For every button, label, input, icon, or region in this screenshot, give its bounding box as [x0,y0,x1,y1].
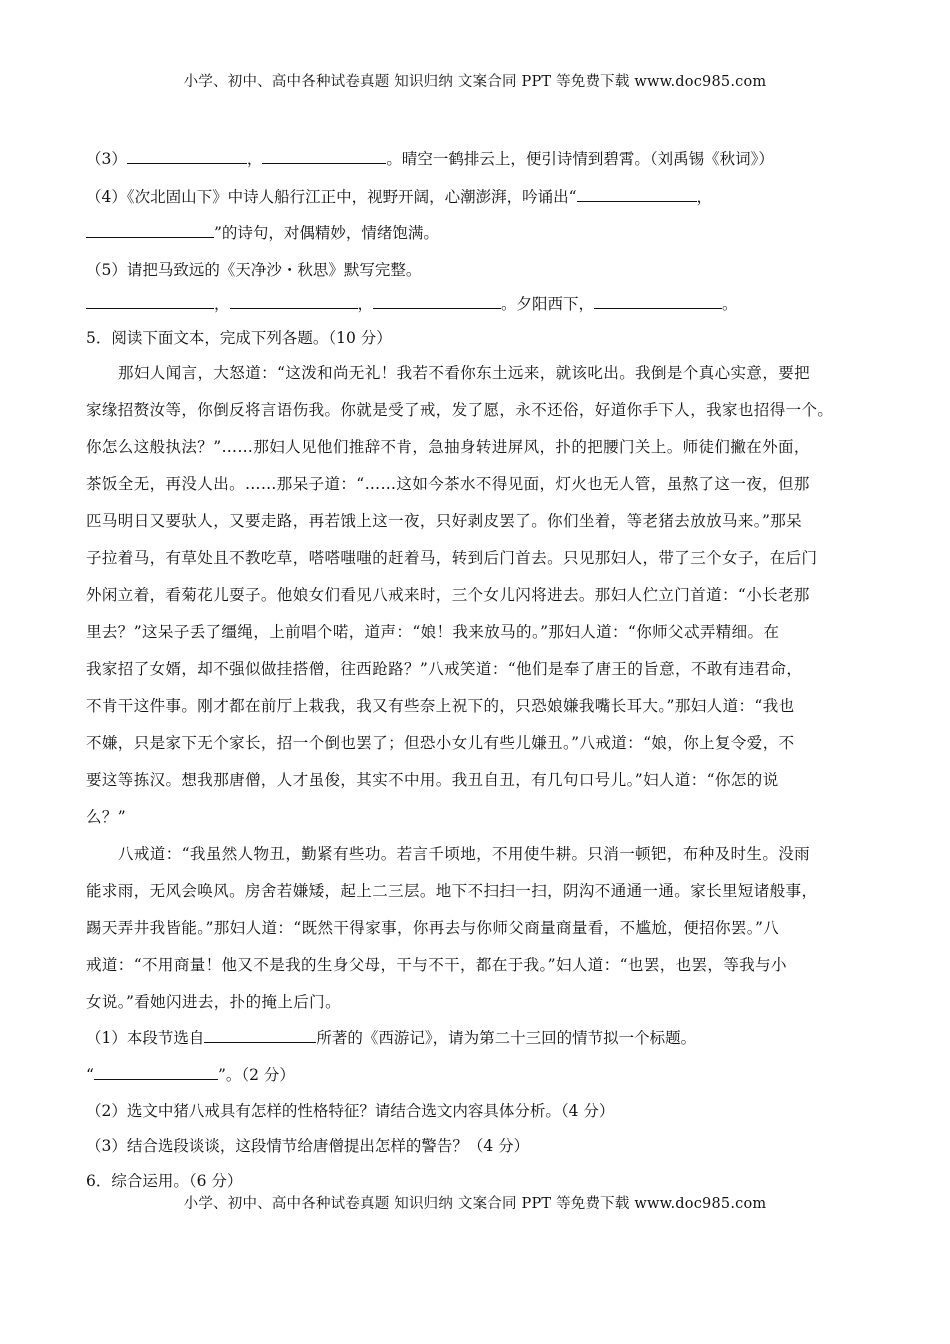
answer-blank[interactable] [94,1064,218,1080]
passage-line: 不嫌，只是家下无个家长，招一个倒也罢了；但恐小女儿有些儿嫌丑。”八戒道：“娘，你上复令爱，不 [86,734,795,752]
page-footer: 小学、初中、高中各种试卷真题 知识归纳 文案合同 PPT 等免费下载 www.doc985.com [183,1196,767,1212]
page-header: 小学、初中、高中各种试卷真题 知识归纳 文案合同 PPT 等免费下载 www.doc985.com [183,74,767,90]
q4-item4-line2: ”的诗句，对偶精妙，情绪饱满。 [86,221,439,243]
answer-blank[interactable] [230,293,358,309]
passage-line: 女说。”看她闪进去，扑的掩上后门。 [86,993,341,1011]
passage-line: 子拉着马，有草处且不教吃草，嗒嗒嗤嗤的赶着马，转到后门首去。只见那妇人，带了三个女子，在后门 [86,549,818,567]
passage-line: 不肯干这件事。刚才都在前厅上栽我，我又有些奈上祝下的，只恐娘嫌我嘴长耳大。”那妇人道：“我也 [86,697,795,715]
q4-item5-prompt: （5）请把马致远的《天净沙・秋思》默写完整。 [86,261,422,279]
passage-line: 那妇人闻言，大怒道：“这泼和尚无礼！我若不看你东土远来，就该叱出。我倒是个真心实意，要把 [118,364,811,382]
q5-sub2: （2）选文中猪八戒具有怎样的性格特征？请结合选文内容具体分析。（4 分） [86,1102,615,1120]
item-number: （3） [86,150,127,168]
answer-blank[interactable] [262,148,386,164]
answer-blank[interactable] [86,222,214,238]
passage-line: 我家招了女婿，却不强似做挂搭僧，往西跄路？”八戒笑道：“他们是奉了唐王的旨意，不敢有违君命， [86,660,803,678]
q5-sub1-title: “ ”。（2 分） [86,1066,295,1084]
passage-line: 家缘招赘汝等，你倒反将言语伤我。你就是受了戒，发了愿，永不还俗，好道你手下人，我家也招得一个。 [86,401,834,419]
passage-line: 能求雨，无风会唤风。房舍若嫌矮，起上二三层。地下不扫扫一扫，阴沟不通通一通。家长里短诸般事， [86,882,818,900]
q4-item4-line1: （4）《次北固山下》中诗人船行江正中，视野开阔，心潮澎湃，吟诵出“ ， [86,188,713,206]
passage-line: 匹马明日又要驮人，又要走路，再若饿上这一夜，只好剥皮罢了。你们坐着，等老猪去放放马来。”那呆 [86,512,803,530]
answer-blank[interactable] [373,293,501,309]
q4-item3: （3） ， 。晴空一鹤排云上，便引诗情到碧霄。（刘禹锡《秋词》） [86,150,774,168]
answer-blank[interactable] [577,186,697,202]
passage-line: 么？” [86,808,127,826]
passage-line: 踢天弄井我皆能。”那妇人道：“既然干得家事，你再去与你师父商量商量看，不尴尬，便招你罢。”八 [86,919,780,937]
answer-blank[interactable] [127,148,247,164]
q5-title: 5．阅读下面文本，完成下列各题。（10 分） [86,329,392,347]
q5-sub3: （3）结合选段谈谈，这段情节给唐僧提出怎样的警告？（4 分） [86,1137,530,1155]
passage-line: 里去？”这呆子丢了缰绳，上前唱个喏，道声：“娘！我来放马的。”那妇人道：“你师父忒弄精细。在 [86,623,780,641]
passage-line: 八戒道：“我虽然人物丑，勤紧有些功。若言千顷地，不用使牛耕。只消一顿钯，布种及时生。没雨 [118,845,811,863]
q4-item5-blanks: ， ， 。夕阳西下， 。 [86,292,738,314]
answer-blank[interactable] [86,293,214,309]
q6-title: 6．综合运用。（6 分） [86,1172,243,1190]
passage-line: 要这等拣汉。想我那唐僧，人才虽俊，其实不中用。我丑自丑，有几句口号儿。”妇人道：“你怎的说 [86,771,779,789]
passage-line: 你怎么这般执法？”……那妇人见他们推辞不肯，急抽身转进屏风，扑的把腰门关上。师徒们撇在外面， [86,438,810,456]
passage-line: 茶饭全无，再没人出。……那呆子道：“……这如今茶水不得见面，灯火也无人管，虽熬了这一夜，但那 [86,475,810,493]
q5-sub1: （1）本段节选自 所著的《西游记》，请为第二十三回的情节拟一个标题。 [86,1029,697,1047]
answer-blank[interactable] [204,1027,316,1043]
passage-line: 戒道：“不用商量！他又不是我的生身父母，干与不干，都在于我。”妇人道：“也罢，也罢，等我与小 [86,956,787,974]
answer-blank[interactable] [594,293,722,309]
passage-line: 外闲立着，看菊花儿耍子。他娘女们看见八戒来时，三个女儿闪将进去。那妇人伫立门首道：“小长老那 [86,586,810,604]
